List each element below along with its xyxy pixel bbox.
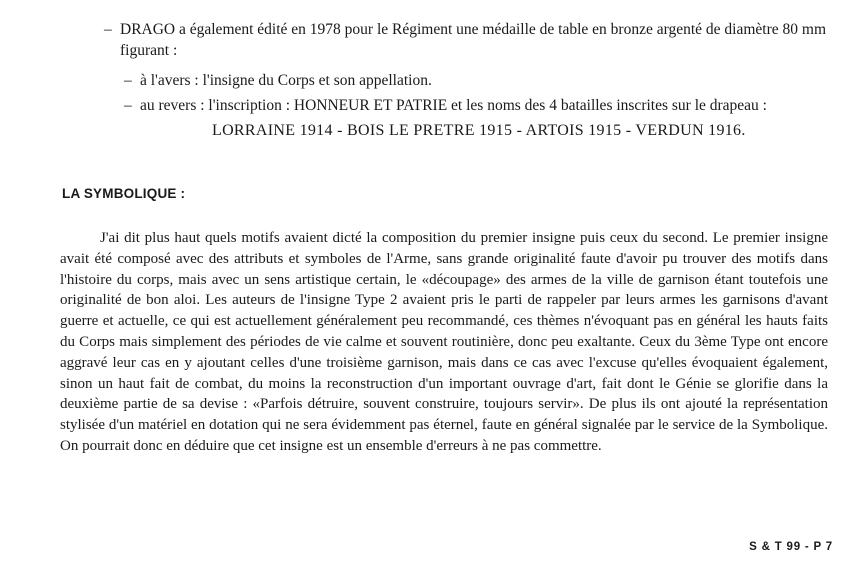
page-reference: S & T 99 - P 7 [749,541,833,553]
list-item-obverse [124,70,824,91]
list-item-text: au revers : l'inscription : HONNEUR ET PATRIE et les noms des 4 batailles inscrites sur le drapeau : [140,97,767,114]
list-dash: – [104,21,112,38]
battles-inscription: LORRAINE 1914 - BOIS LE PRETRE 1915 - ARTOIS 1915 - VERDUN 1916. [212,122,746,139]
list-item-text: à l'avers : l'insigne du Corps et son appellation. [140,72,432,89]
list-item-medal [104,19,829,61]
list-item-text: DRAGO a également édité en 1978 pour le Régiment une médaille de table en bronze argenté de diamètre 80 mm figurant : [120,21,827,59]
list-dash: – [124,72,132,89]
list-item-reverse [124,95,836,116]
section-heading: LA SYMBOLIQUE : [62,186,186,201]
body-paragraph: J'ai dit plus haut quels motifs avaient dicté la composition du premier insigne puis ceux du second. Le premier insigne avait été composé avec des attributs et symboles de l'Arme, sans grande originalité faute d'avoir pu trouver des motifs dans l'histoire du corps, mais avec un sens artistique certain, le «découpage» des armes de la ville de garnison étant toutefois une originalité de bon aloi. Les auteurs de l'insigne Type 2 avaient pris le parti de rappeler par leurs armes les garnisons d'avant guerre et actuelle, ce qui est actuellement généralement peu recommandé, ces thèmes n'évoquant pas en général les hauts faits du Corps mais simplement des périodes de vie calme et souvent routinière, donc peu exaltante. Ceux du 3ème Type ont encore aggravé leur cas en y ajoutant celles d'une troisième garnison, mais dans ce cas avec l'excuse qu'elles évoquaient également, sinon un haut fait de combat, du moins la reconstruction d'un important ouvrage d'art, fait dont le Génie se glorifie dans la deuxième partie de sa devise : «Parfois détruire, souvent construire, toujours servir». De plus ils ont ajouté la représentation stylisée d'un matériel en dotation qui ne sera évidemment pas éternel, faute en général signalée par le service de la Symbolique. On pourrait donc en déduire que cet insigne est un ensemble d'erreurs à ne pas commettre. [60,230,828,454]
list-dash: – [124,97,132,114]
